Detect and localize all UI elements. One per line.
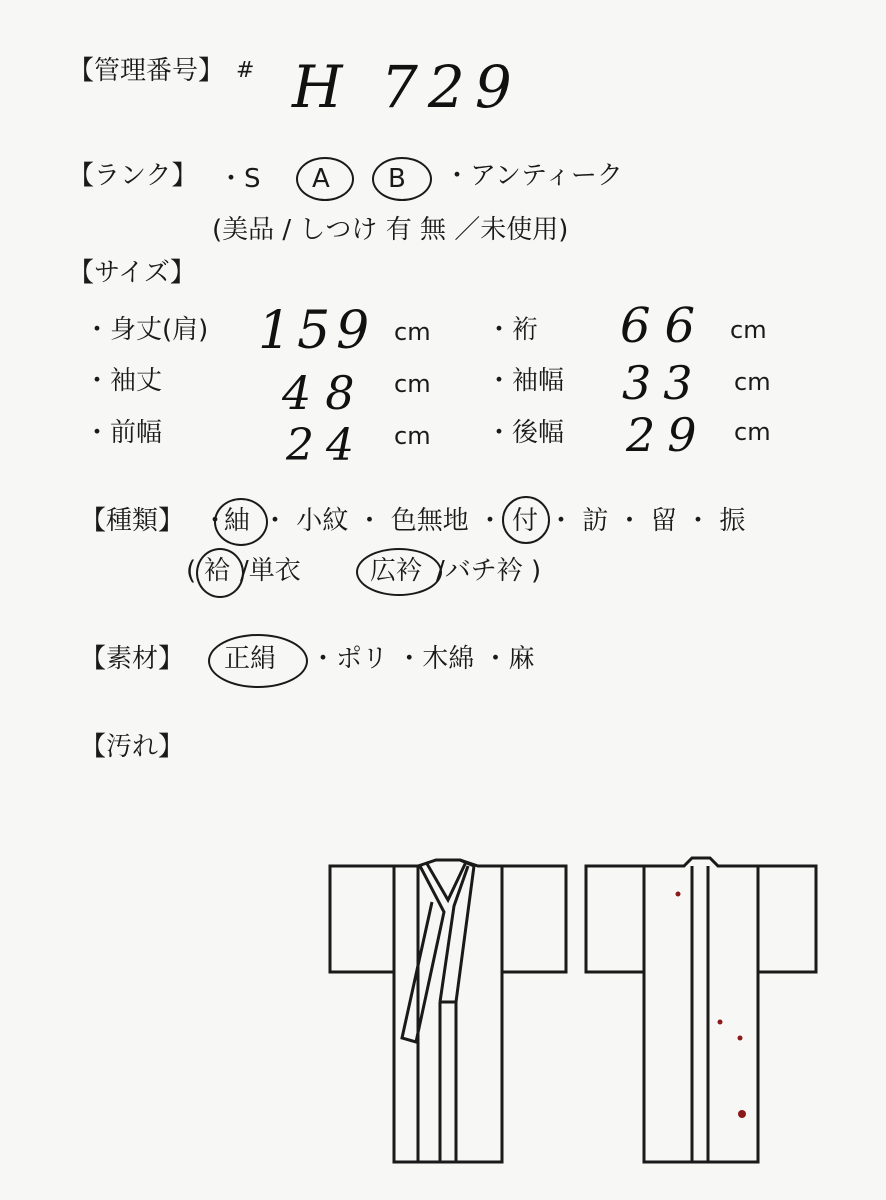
kimono-back-diagram	[584, 852, 820, 1172]
size-unit: cm	[734, 418, 771, 446]
size-label: 【サイズ】	[68, 258, 196, 288]
stain-mark	[738, 1110, 746, 1118]
kind-open-paren: (	[186, 556, 197, 586]
rank-label: 【ランク】	[68, 161, 198, 191]
stain-mark	[738, 1036, 743, 1041]
rank-note: (美品 / しつけ 有 無 ／未使用)	[212, 215, 569, 245]
stain-mark	[718, 1020, 723, 1025]
front-body	[394, 860, 502, 1162]
kind-label: 【種類】	[80, 506, 185, 536]
kind-hiroeri: 広衿	[370, 556, 423, 586]
front-collar-top	[426, 862, 466, 900]
size-value-sodehaba: 33	[622, 356, 705, 410]
kind-dot: ・	[202, 506, 229, 536]
back-left-sleeve	[586, 866, 644, 972]
kimono-front-diagram	[328, 852, 568, 1172]
size-value-maehaba: 24	[286, 420, 366, 471]
size-unit: cm	[394, 422, 431, 450]
kind-tsumugi: 紬	[224, 506, 251, 536]
back-right-sleeve	[758, 866, 816, 972]
rank-b: B	[388, 164, 406, 194]
front-right-sleeve	[502, 866, 566, 972]
size-value-ushirohaba: 29	[626, 408, 709, 462]
size-label-sodehaba: ・袖幅	[486, 366, 565, 396]
size-value-mitake: 159	[258, 301, 376, 361]
stain-label: 【汚れ】	[80, 732, 185, 762]
size-label-mitake: ・身丈(肩)	[84, 315, 209, 345]
size-label-maehaba: ・前幅	[84, 418, 163, 448]
kind-tsuke: 付	[512, 506, 539, 536]
rank-antique: ・アンティーク	[444, 161, 623, 191]
kind-line1-mid: ・ 小紋 ・ 色無地 ・	[262, 506, 504, 536]
mgmt-hash: #	[236, 58, 255, 83]
size-unit: cm	[734, 368, 771, 396]
size-label-yuki: ・裄	[486, 315, 539, 345]
stain-mark	[676, 892, 681, 897]
size-unit: cm	[394, 370, 431, 398]
kind-line2-mid: /単衣	[240, 556, 301, 586]
material-silk: 正絹	[224, 644, 277, 674]
material-rest: ・ポリ ・木綿 ・麻	[310, 644, 535, 674]
mgmt-number: H 729	[292, 53, 522, 121]
size-unit: cm	[730, 316, 767, 344]
kind-awase: 袷	[204, 556, 231, 586]
size-unit: cm	[394, 318, 431, 346]
rank-a: A	[312, 164, 330, 194]
size-label-ushirohaba: ・後幅	[486, 418, 565, 448]
kind-line2-tail: /バチ衿 )	[436, 556, 542, 586]
size-label-sodetake: ・袖丈	[84, 366, 163, 396]
size-value-yuki: 66	[620, 298, 710, 354]
rank-s: ・S	[218, 164, 261, 194]
size-value-sodetake: 48	[282, 366, 369, 420]
mgmt-label: 【管理番号】	[68, 56, 225, 86]
front-left-sleeve	[330, 866, 394, 972]
kind-line1-tail: ・ 訪 ・ 留 ・ 振	[548, 506, 746, 536]
material-label: 【素材】	[80, 644, 185, 674]
